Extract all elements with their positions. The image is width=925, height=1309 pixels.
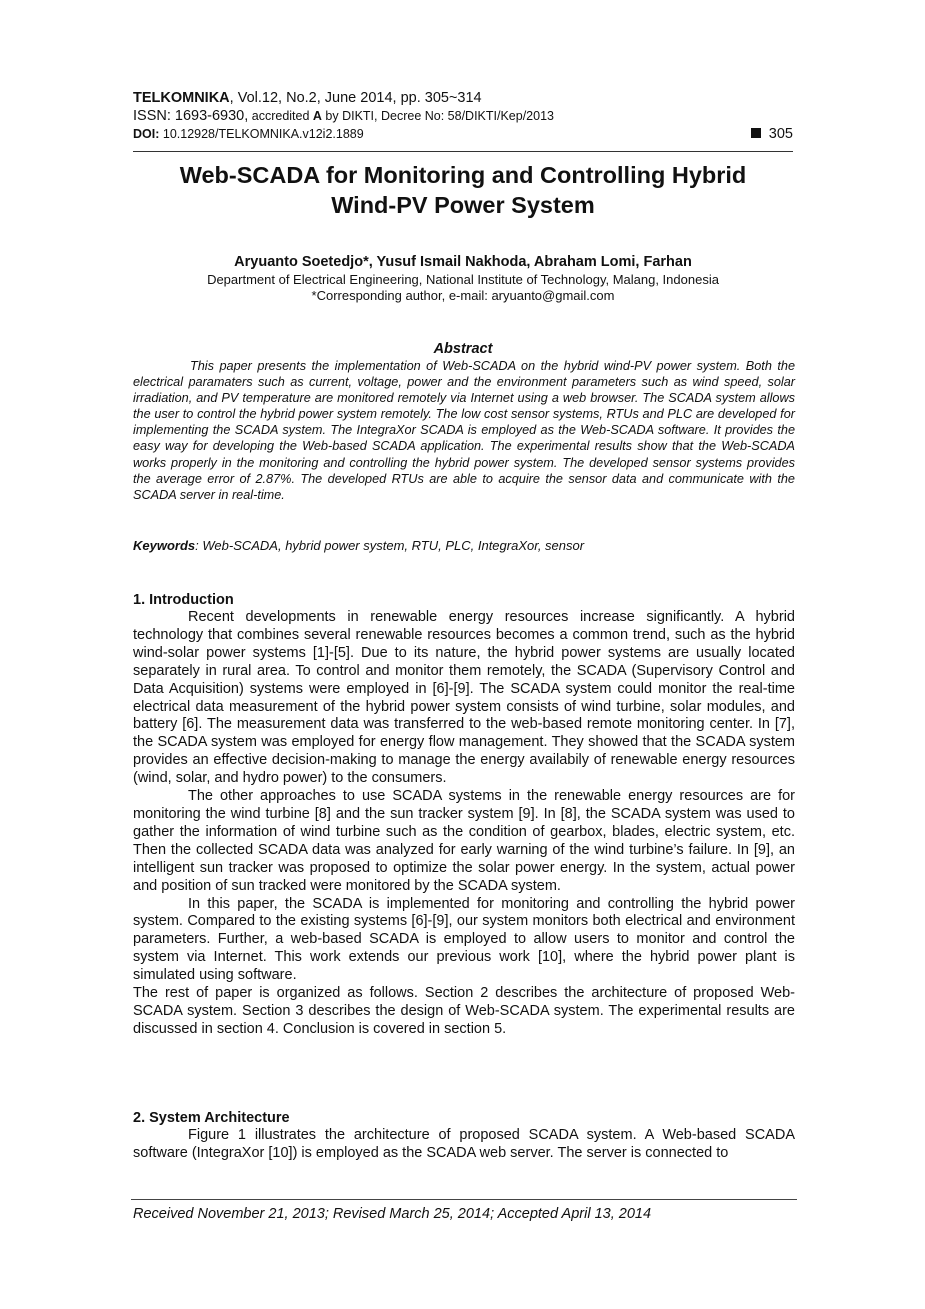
doi-value: 10.12928/TELKOMNIKA.v12i2.1889 bbox=[159, 127, 364, 141]
abstract-heading: Abstract bbox=[433, 341, 493, 357]
page-number bbox=[751, 125, 793, 143]
page-number-text: 305 bbox=[768, 126, 793, 142]
section-body-system-architecture bbox=[133, 1127, 795, 1163]
section-heading-system-architecture: 2. System Architecture bbox=[133, 1110, 290, 1126]
title-line-2: Wind-PV Power System bbox=[331, 192, 595, 218]
journal-line bbox=[133, 89, 793, 107]
section-heading-introduction: 1. Introduction bbox=[133, 592, 234, 608]
issn-grade: A bbox=[312, 109, 322, 123]
abstract-body bbox=[133, 358, 795, 503]
doi-line bbox=[133, 125, 793, 143]
received-dates: Received November 21, 2013; Revised March 25, 2014; Accepted April 13, 2014 bbox=[133, 1206, 652, 1222]
black-square-icon bbox=[751, 128, 761, 138]
paragraph: In this paper, the SCADA is implemented for monitoring and controlling the hybrid power system. Compared to the existing systems [6]-[9], our system monitors both electrical and environment parameters. Further, a web-based SCADA is employed to allow users to monitor and control the system via Internet. This work extends our previous work [10], where the hybrid power plant is simulated using software. bbox=[133, 895, 795, 984]
paragraph: Recent developments in renewable energy resources increase significantly. A hybrid technology that combines several renewable resources becomes a common trend, such as the hybrid wind-solar power systems [1]-[5]. Due to its nature, the hybrid power systems are usually located separately in rural area. To control and monitor them remotely, the SCADA (Supervisory Control and Data Acquisition) systems were employed in [6]-[9]. The SCADA system could monitor the real-time electrical data measurement of the hybrid power system consists of wind turbine, solar modules, and battery [6]. The measurement data was transferred to the web-based remote monitoring center. In [7], the SCADA system was employed for energy flow management. They showed that the SCADA system provides an effective decision-making to manage the energy availabily of renewable energy resources (wind, solar, and hydro power) to the consumers. bbox=[133, 609, 795, 787]
paper-title bbox=[133, 160, 793, 220]
title-line-1: Web-SCADA for Monitoring and Controlling Hybrid bbox=[179, 162, 747, 188]
footer-rule bbox=[131, 1199, 797, 1200]
section-body-introduction bbox=[133, 609, 795, 1039]
journal-name: TELKOMNIKA bbox=[133, 90, 230, 106]
abstract-text: This paper presents the implementation of Web-SCADA on the hybrid wind-PV power system. Both the electrical paramaters such as current, voltage, power and the environment parameters such as wind speed, solar irradiation, and PV temperature are monitored remotely via Internet using a web browser. The SCADA system allows the user to control the hybrid power system remotely. The low cost sensor systems, RTUs and PLC are developed for implementing the SCADA system. The IntegraXor SCADA is employed as the Web-SCADA software. It provides the easy way for developing the Web-based SCADA application. The experimental results show that the Web-SCADA works properly in the monitoring and controlling the hybrid power system. The developed sensor systems provides the average error of 2.87%. The developed RTUs are able to acquire the sensor data and communicate with the SCADA server in real-time. bbox=[133, 359, 795, 502]
corresponding-author: *Corresponding author, e-mail: aryuanto@gmail.com bbox=[311, 288, 615, 303]
authors: Aryuanto Soetedjo*, Yusuf Ismail Nakhoda, Abraham Lomi, Farhan bbox=[234, 254, 692, 270]
paragraph: The rest of paper is organized as follows. Section 2 describes the architecture of proposed Web-SCADA system. Section 3 describes the design of Web-SCADA system. The experimental results are discussed in section 4. Conclusion is covered in section 5. bbox=[133, 985, 795, 1037]
issn-label: ISSN: 1693-6930, bbox=[133, 108, 249, 124]
issn-decree: by DIKTI, Decree No: 58/DIKTI/Kep/2013 bbox=[321, 109, 554, 123]
doi-label: DOI: bbox=[133, 127, 160, 141]
paragraph: Figure 1 illustrates the architecture of proposed SCADA system. A Web-based SCADA software (IntegraXor [10]) is employed as the SCADA web server. The server is connected to bbox=[133, 1127, 795, 1161]
issn-accredited: accredited bbox=[248, 109, 313, 123]
header-rule bbox=[133, 151, 793, 152]
keywords bbox=[133, 538, 795, 554]
keywords-text: : Web-SCADA, hybrid power system, RTU, PLC, IntegraXor, sensor bbox=[195, 538, 585, 553]
affiliation: Department of Electrical Engineering, National Institute of Technology, Malang, Indonesia bbox=[207, 272, 719, 287]
volume-info: , Vol.12, No.2, June 2014, pp. 305~314 bbox=[229, 90, 482, 106]
paragraph: The other approaches to use SCADA systems in the renewable energy resources are for monitoring the wind turbine [8] and the sun tracker system [9]. In [8], the SCADA system was used to gather the information of wind turbine such as the condition of gearbox, blades, electric system, etc. Then the collected SCADA data was analyzed for early warning of the wind turbine’s failure. In [9], an intelligent sun tracker was proposed to optimize the solar power energy. In the system, actual power and position of sun tracked were monitored by the SCADA system. bbox=[133, 788, 795, 894]
issn-line bbox=[133, 107, 793, 125]
keywords-label: Keywords bbox=[133, 538, 196, 553]
